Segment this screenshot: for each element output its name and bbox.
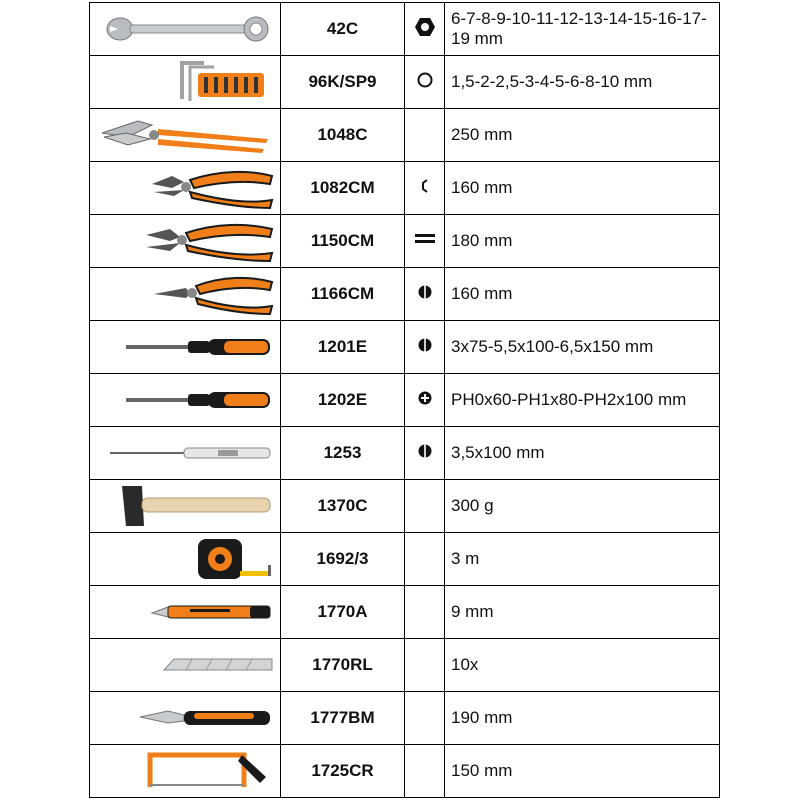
item-code: 1777BM: [281, 692, 405, 745]
empty-icon-cell: [405, 533, 445, 586]
diagonal-cutters-image: [90, 162, 281, 215]
item-code: 1202E: [281, 374, 405, 427]
tools-table: [89, 2, 720, 798]
item-size: 3,5x100 mm: [445, 427, 720, 480]
flat-jaw-icon: [405, 215, 445, 268]
table-row: [90, 692, 720, 745]
item-size: 190 mm: [445, 692, 720, 745]
combination-pliers-image: [90, 215, 281, 268]
hex-key-set-image: [90, 56, 281, 109]
item-size: 3 m: [445, 533, 720, 586]
empty-icon-cell: [405, 692, 445, 745]
junior-hacksaw-image: [90, 745, 281, 798]
item-code: 1082CM: [281, 162, 405, 215]
item-size: 9 mm: [445, 586, 720, 639]
item-size: PH0x60-PH1x80-PH2x100 mm: [445, 374, 720, 427]
long-nose-pliers-image: [90, 268, 281, 321]
spare-blades-image: [90, 639, 281, 692]
item-size: 6-7-8-9-10-11-12-13-14-15-16-17-19 mm: [445, 3, 720, 56]
empty-icon-cell: [405, 586, 445, 639]
phillips-screwdriver-image: [90, 374, 281, 427]
item-code: 1166CM: [281, 268, 405, 321]
item-code: 1150CM: [281, 215, 405, 268]
item-code: 1370C: [281, 480, 405, 533]
table-row: [90, 427, 720, 480]
slotted-screwdriver-image: [90, 321, 281, 374]
item-code: 1725CR: [281, 745, 405, 798]
table-row: [90, 162, 720, 215]
slotted-tip-icon: [405, 321, 445, 374]
item-code: 1692/3: [281, 533, 405, 586]
hammer-image: [90, 480, 281, 533]
item-code: 96K/SP9: [281, 56, 405, 109]
empty-icon-cell: [405, 745, 445, 798]
electrician-knife-image: [90, 692, 281, 745]
table-row: [90, 639, 720, 692]
item-code: 1770A: [281, 586, 405, 639]
table-row: [90, 215, 720, 268]
item-size: 160 mm: [445, 268, 720, 321]
table-row: [90, 321, 720, 374]
item-code: 42C: [281, 3, 405, 56]
table-row: [90, 374, 720, 427]
item-size: 180 mm: [445, 215, 720, 268]
voltage-tester-image: [90, 427, 281, 480]
combination-wrench-image: [90, 3, 281, 56]
table-row: [90, 480, 720, 533]
item-size: 1,5-2-2,5-3-4-5-6-8-10 mm: [445, 56, 720, 109]
water-pump-pliers-image: [90, 109, 281, 162]
table-row: [90, 109, 720, 162]
circle-outline-icon: [405, 56, 445, 109]
tape-measure-image: [90, 533, 281, 586]
item-size: 160 mm: [445, 162, 720, 215]
item-size: 150 mm: [445, 745, 720, 798]
phillips-tip-icon: [405, 374, 445, 427]
empty-icon-cell: [405, 109, 445, 162]
item-size: 10x: [445, 639, 720, 692]
slotted-tip-icon: [405, 427, 445, 480]
item-size: 3x75-5,5x100-6,5x150 mm: [445, 321, 720, 374]
empty-icon-cell: [405, 639, 445, 692]
half-round-jaw-icon: [405, 268, 445, 321]
utility-knife-image: [90, 586, 281, 639]
item-code: 1048C: [281, 109, 405, 162]
item-code: 1770RL: [281, 639, 405, 692]
table-row: [90, 268, 720, 321]
item-code: 1253: [281, 427, 405, 480]
table-row: [90, 745, 720, 798]
hex-nut-icon: [405, 3, 445, 56]
table-row: [90, 533, 720, 586]
item-code: 1201E: [281, 321, 405, 374]
cutting-edge-icon: [405, 162, 445, 215]
item-size: 250 mm: [445, 109, 720, 162]
table-row: [90, 3, 720, 56]
table-row: [90, 56, 720, 109]
table-row: [90, 586, 720, 639]
empty-icon-cell: [405, 480, 445, 533]
item-size: 300 g: [445, 480, 720, 533]
